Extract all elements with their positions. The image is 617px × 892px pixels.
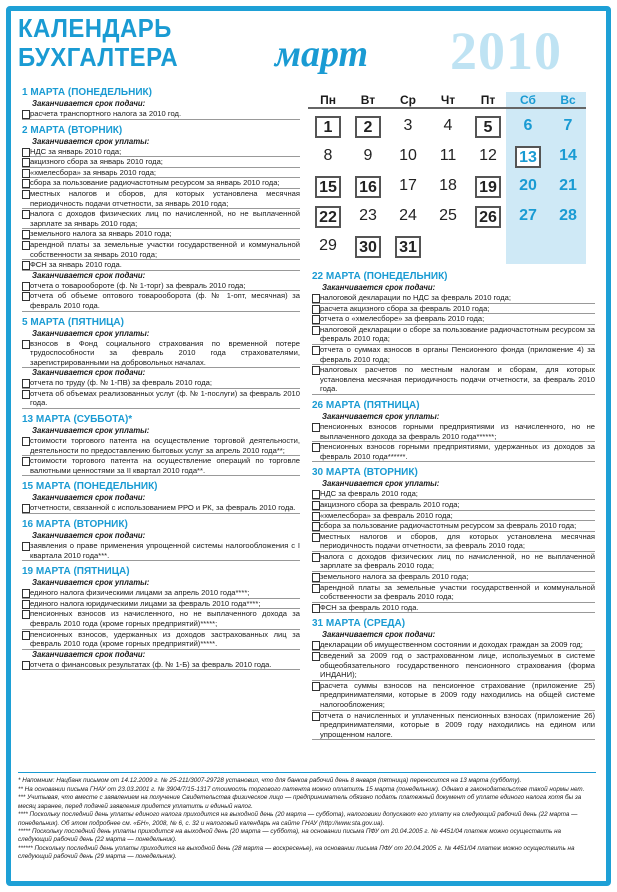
section-date-heading: 26 МАРТА (ПЯТНИЦА) [312, 399, 420, 411]
deadline-item: декларации об имущественном состоянии и доходах граждан за 2009 год; [312, 640, 595, 651]
calendar-day-16: 16 [355, 176, 381, 198]
left-column [22, 86, 300, 675]
deadline-item: стоимости торгового патента на осуществление операций по торговле валютными ценностями за II квартал 2010 года**. [22, 456, 300, 476]
right-column [312, 270, 595, 745]
deadline-group-label: Заканчивается срок уплаты: [322, 479, 440, 489]
weekday-4: Чт [440, 93, 456, 107]
section-date-heading: 13 МАРТА (СУББОТА)* [22, 414, 133, 426]
deadline-section [22, 481, 300, 514]
deadline-item: отчета о товарообороте (ф. № 1-торг) за февраль 2010 года; [22, 281, 300, 292]
calendar-day-11: 11 [439, 147, 457, 164]
calendar-day-9: 9 [363, 147, 373, 164]
footnote: **** Поскольку последний день уплаты единого налога приходится на выходной день (20 марта — суббота), налоговики допускают его уплату на следующий рабочий день (22 марта — понедельник). Об этом подробнее см. «БН», 2008, № 6, с. 32 и налоговый календарь на сайте ГНАУ (http://www.sta.gov.ua). [18, 811, 578, 827]
calendar-day-1: 1 [315, 116, 341, 138]
section-date-heading: 22 МАРТА (ПОНЕДЕЛЬНИК) [312, 271, 448, 282]
calendar-day-30: 30 [355, 236, 381, 258]
deadline-item: арендной платы за земельные участки государственной и коммунальной собственности за февраль 2010 года; [312, 583, 595, 603]
deadline-item: местных налогов и сборов, для которых установлена месячная периодичность подачи отчетности, за февраль 2010 года; [312, 532, 595, 552]
calendar-day-24: 24 [399, 207, 417, 224]
section-date-heading: 5 МАРТА (ПЯТНИЦА) [22, 316, 124, 328]
calendar-day-4: 4 [443, 117, 453, 134]
deadline-item: сбора за пользование радиочастотным ресурсом за январь 2010 года; [22, 178, 300, 189]
deadline-item: расчета суммы взносов на пенсионное страхование (приложение 25) предпринимателями, которые в 2009 году находились на общей системе налогообложения; [312, 681, 595, 711]
deadline-item: «хмелесбора» за февраль 2010 года; [312, 511, 595, 522]
deadline-group-label: Заканчивается срок уплаты: [322, 411, 440, 421]
calendar-day-15: 15 [315, 176, 341, 198]
deadline-group-label: Заканчивается срок подачи: [32, 368, 146, 378]
calendar-day-8: 8 [323, 147, 333, 164]
deadline-item: отчета об объемах реализованных услуг (ф. № 1-послуги) за февраль 2010 года. [22, 389, 300, 409]
section-date-heading: 19 МАРТА (ПЯТНИЦА) [22, 566, 130, 578]
deadline-item: единого налога юридическими лицами за февраль 2010 года****; [22, 599, 300, 610]
deadline-section [22, 519, 300, 561]
deadline-group-label: Заканчивается срок подачи: [322, 283, 436, 292]
weekday-6: Сб [520, 93, 536, 107]
deadline-group-label: Заканчивается срок уплаты: [32, 426, 150, 436]
deadline-item: «хмелесбора» за январь 2010 года; [22, 168, 300, 179]
deadline-item: отчета о финансовых результатах (ф. № 1-Б) за февраль 2010 года. [22, 660, 300, 671]
calendar-day-22: 22 [315, 206, 341, 228]
deadline-item: акцизного сбора за январь 2010 года; [22, 157, 300, 168]
deadline-item: расчета транспортного налога за 2010 год. [22, 109, 300, 120]
deadline-group-label: Заканчивается срок подачи: [32, 270, 146, 280]
weekday-7: Вс [560, 93, 576, 107]
deadline-item: НДС за февраль 2010 года; [312, 489, 595, 500]
calendar-day-25: 25 [439, 207, 457, 224]
deadline-group-label: Заканчивается срок уплаты: [32, 578, 150, 588]
deadline-section [22, 414, 300, 476]
calendar-day-14: 14 [559, 147, 577, 164]
deadline-item: сбора за пользование радиочастотным ресурсом за февраль 2010 года; [312, 521, 595, 532]
calendar-day-2: 2 [355, 116, 381, 138]
deadline-item: пенсионных взносов горными предприятиями, удержанных из доходов за февраль 2010 года******. [312, 442, 595, 462]
calendar-day-29: 29 [319, 237, 337, 254]
footnote: ****** Поскольку последний день уплаты приходится на выходной день (28 марта — воскресенье), на основании письма ПФУ от 20.04.2005 г. № 4451/04 платеж можно осуществить на следующий рабочий день (29 марта — понедельник). [18, 845, 575, 861]
calendar-day-26: 26 [475, 206, 501, 228]
deadline-group-label: Заканчивается срок подачи: [32, 99, 146, 108]
deadline-item: налога с доходов физических лиц по начисленной, но не выплаченной зарплате за январь 2010 года; [22, 209, 300, 229]
calendar-day-21: 21 [559, 177, 577, 194]
footnote: ***** Поскольку последний день уплаты приходится на выходной день (20 марта — суббота), на основании письма ПФУ от 20.04.2005 г. № 4451/04 платеж можно осуществить на следующий рабочий день (22 марта — понедельник). [18, 828, 562, 844]
deadline-item: отчета по труду (ф. № 1-ПВ) за февраль 2010 года; [22, 378, 300, 389]
calendar-day-18: 18 [439, 177, 457, 194]
deadline-group-label: Заканчивается срок подачи: [32, 531, 146, 541]
deadline-group-label: Заканчивается срок подачи: [32, 649, 146, 659]
deadline-item: отчета об объеме оптового товарооборота (ф. № 1-опт, месячная) за февраль 2010 года. [22, 291, 300, 311]
deadline-item: сведений за 2009 год о застрахованном лице, используемых в системе общеобязательного государственного пенсионного страхования (форма ИНДАНИ); [312, 651, 595, 681]
weekday-3: Ср [400, 93, 416, 107]
deadline-item: заявления о праве применения упрощенной системы налогообложения с I квартала 2010 года***. [22, 541, 300, 561]
deadline-item: расчета акцизного сбора за февраль 2010 года; [312, 304, 595, 315]
deadline-group-label: Заканчивается срок уплаты: [32, 328, 150, 338]
weekday-5: Пт [480, 93, 496, 107]
title-line-2: БУХГАЛТЕРА [18, 42, 179, 72]
weekday-2: Вт [360, 93, 376, 107]
calendar-day-6: 6 [523, 117, 533, 134]
calendar-day-23: 23 [359, 207, 377, 224]
weekday-1: Пн [320, 93, 336, 107]
calendar-day-5: 5 [475, 116, 501, 138]
deadline-section [22, 125, 300, 312]
deadline-item: пенсионных взносов из начисленного, но не выплаченного дохода за февраль 2010 года (кроме горных предприятий)*****; [22, 609, 300, 629]
deadline-item: земельного налога за февраль 2010 года; [312, 572, 595, 583]
deadline-section [312, 467, 595, 613]
calendar-day-19: 19 [475, 176, 501, 198]
section-date-heading: 30 МАРТА (ВТОРНИК) [312, 467, 418, 479]
calendar-day-10: 10 [399, 147, 417, 164]
deadline-item: пенсионных взносов горными предприятиями из начисленного, но не выплаченного дохода за февраль 2010 года******; [312, 422, 595, 442]
deadline-item: налоговой декларации о сборе за пользование радиочастотным ресурсом за февраль 2010 года; [312, 325, 595, 345]
calendar-day-27: 27 [519, 207, 537, 224]
deadline-section [312, 271, 595, 395]
deadline-section [312, 618, 595, 740]
footnote: * Напомним: Нацбанк письмом от 14.12.2009 г. № 25-211/3007-29728 установил, что для банков рабочий день 8 января (пятница) переносится на 13 марта (субботу). [18, 777, 522, 784]
deadline-item: взносов в Фонд социального страхования по временной потере трудоспособности за февраль 2010 года страхователями, зарегистрированными на добровольных началах. [22, 339, 300, 369]
deadline-item: ФСН за январь 2010 года. [22, 260, 300, 271]
calendar-day-12: 12 [479, 147, 497, 164]
deadline-item: акцизного сбора за февраль 2010 года; [312, 500, 595, 511]
deadline-item: пенсионных взносов, удержанных из доходов застрахованных лиц за февраль 2010 года (кроме горных предприятий)*****. [22, 630, 300, 650]
deadline-section [22, 317, 300, 410]
calendar-day-13: 13 [515, 146, 541, 168]
deadline-item: отчета о «хмелесборе» за февраль 2010 года; [312, 314, 595, 325]
calendar-day-28: 28 [559, 207, 577, 224]
weekday-header [308, 92, 586, 109]
calendar-day-7: 7 [563, 117, 573, 134]
deadline-item: ФСН за февраль 2010 года. [312, 603, 595, 614]
section-date-heading: 16 МАРТА (ВТОРНИК) [22, 519, 128, 531]
year-label: 2010 [450, 21, 562, 81]
footnotes [18, 772, 596, 862]
footnote: *** Учитывая, что вместе с заявлением на получение Свидетельства физическое лицо — предприниматель обязано подать платежный документ об уплате единого налога хотя бы за месяц заранее, перед подачей заявления придется уплатить и единый налог. [18, 794, 582, 810]
deadline-item: налоговой декларации по НДС за февраль 2010 года; [312, 293, 595, 304]
deadline-item: налога с доходов физических лиц по начисленной, но не выплаченной зарплате за февраль 2010 года; [312, 552, 595, 572]
deadline-section [22, 566, 300, 670]
deadline-group-label: Заканчивается срок подачи: [322, 630, 436, 640]
calendar-day-17: 17 [399, 177, 417, 194]
calendar-day-20: 20 [519, 177, 537, 194]
page-title [18, 14, 248, 72]
deadline-item: стоимости торгового патента на осуществление торговой деятельности, деятельности по предоставлению бытовых услуг за апрель 2010 года**; [22, 436, 300, 456]
deadline-section [22, 87, 300, 120]
section-date-heading: 2 МАРТА (ВТОРНИК) [22, 124, 123, 136]
month-calendar [308, 92, 586, 264]
deadline-item: налоговых расчетов по местным налогам и сборам, для которых установлена месячная периодичность подачи отчетности, за февраль 2010 года. [312, 365, 595, 395]
deadline-item: отчета о начисленных и уплаченных пенсионных взносах (приложение 26) предпринимателями, которые в 2009 году находились на едином или упрощенном налоге. [312, 711, 595, 741]
deadline-item: отчетности, связанной с использованием РРО и РК, за февраль 2010 года. [22, 503, 300, 514]
deadline-item: отчета о суммах взносов в органы Пенсионного фонда (приложение 4) за февраль 2010 года; [312, 345, 595, 365]
deadline-item: НДС за январь 2010 года; [22, 147, 300, 158]
month-name: март [275, 33, 369, 75]
deadline-item: единого налога физическими лицами за апрель 2010 года****; [22, 588, 300, 599]
deadline-item: земельного налога за январь 2010 года; [22, 229, 300, 240]
deadline-group-label: Заканчивается срок подачи: [32, 493, 146, 503]
deadline-section [312, 400, 595, 462]
section-date-heading: 15 МАРТА (ПОНЕДЕЛЬНИК) [22, 481, 158, 493]
deadline-item: местных налогов и сборов, для которых установлена месячная периодичность подачи отчетности, за январь 2010 года; [22, 189, 300, 209]
calendar-day-3: 3 [403, 117, 413, 134]
footnote: ** На основании письма ГНАУ от 23.03.2001 г. № 3904/7/15-1317 стоимость торгового патента можно оплатить 15 марта (понедельник). Однако в законодательстве такой нормы нет. [18, 785, 585, 793]
section-date-heading: 31 МАРТА (СРЕДА) [312, 618, 406, 630]
section-date-heading: 1 МАРТА (ПОНЕДЕЛЬНИК) [22, 87, 152, 98]
calendar-day-31: 31 [395, 236, 421, 258]
deadline-group-label: Заканчивается срок уплаты: [32, 136, 150, 146]
title-line-1: КАЛЕНДАРЬ [18, 13, 172, 43]
deadline-item: арендной платы за земельные участки государственной и коммунальной собственности за январь 2010 года; [22, 240, 300, 260]
